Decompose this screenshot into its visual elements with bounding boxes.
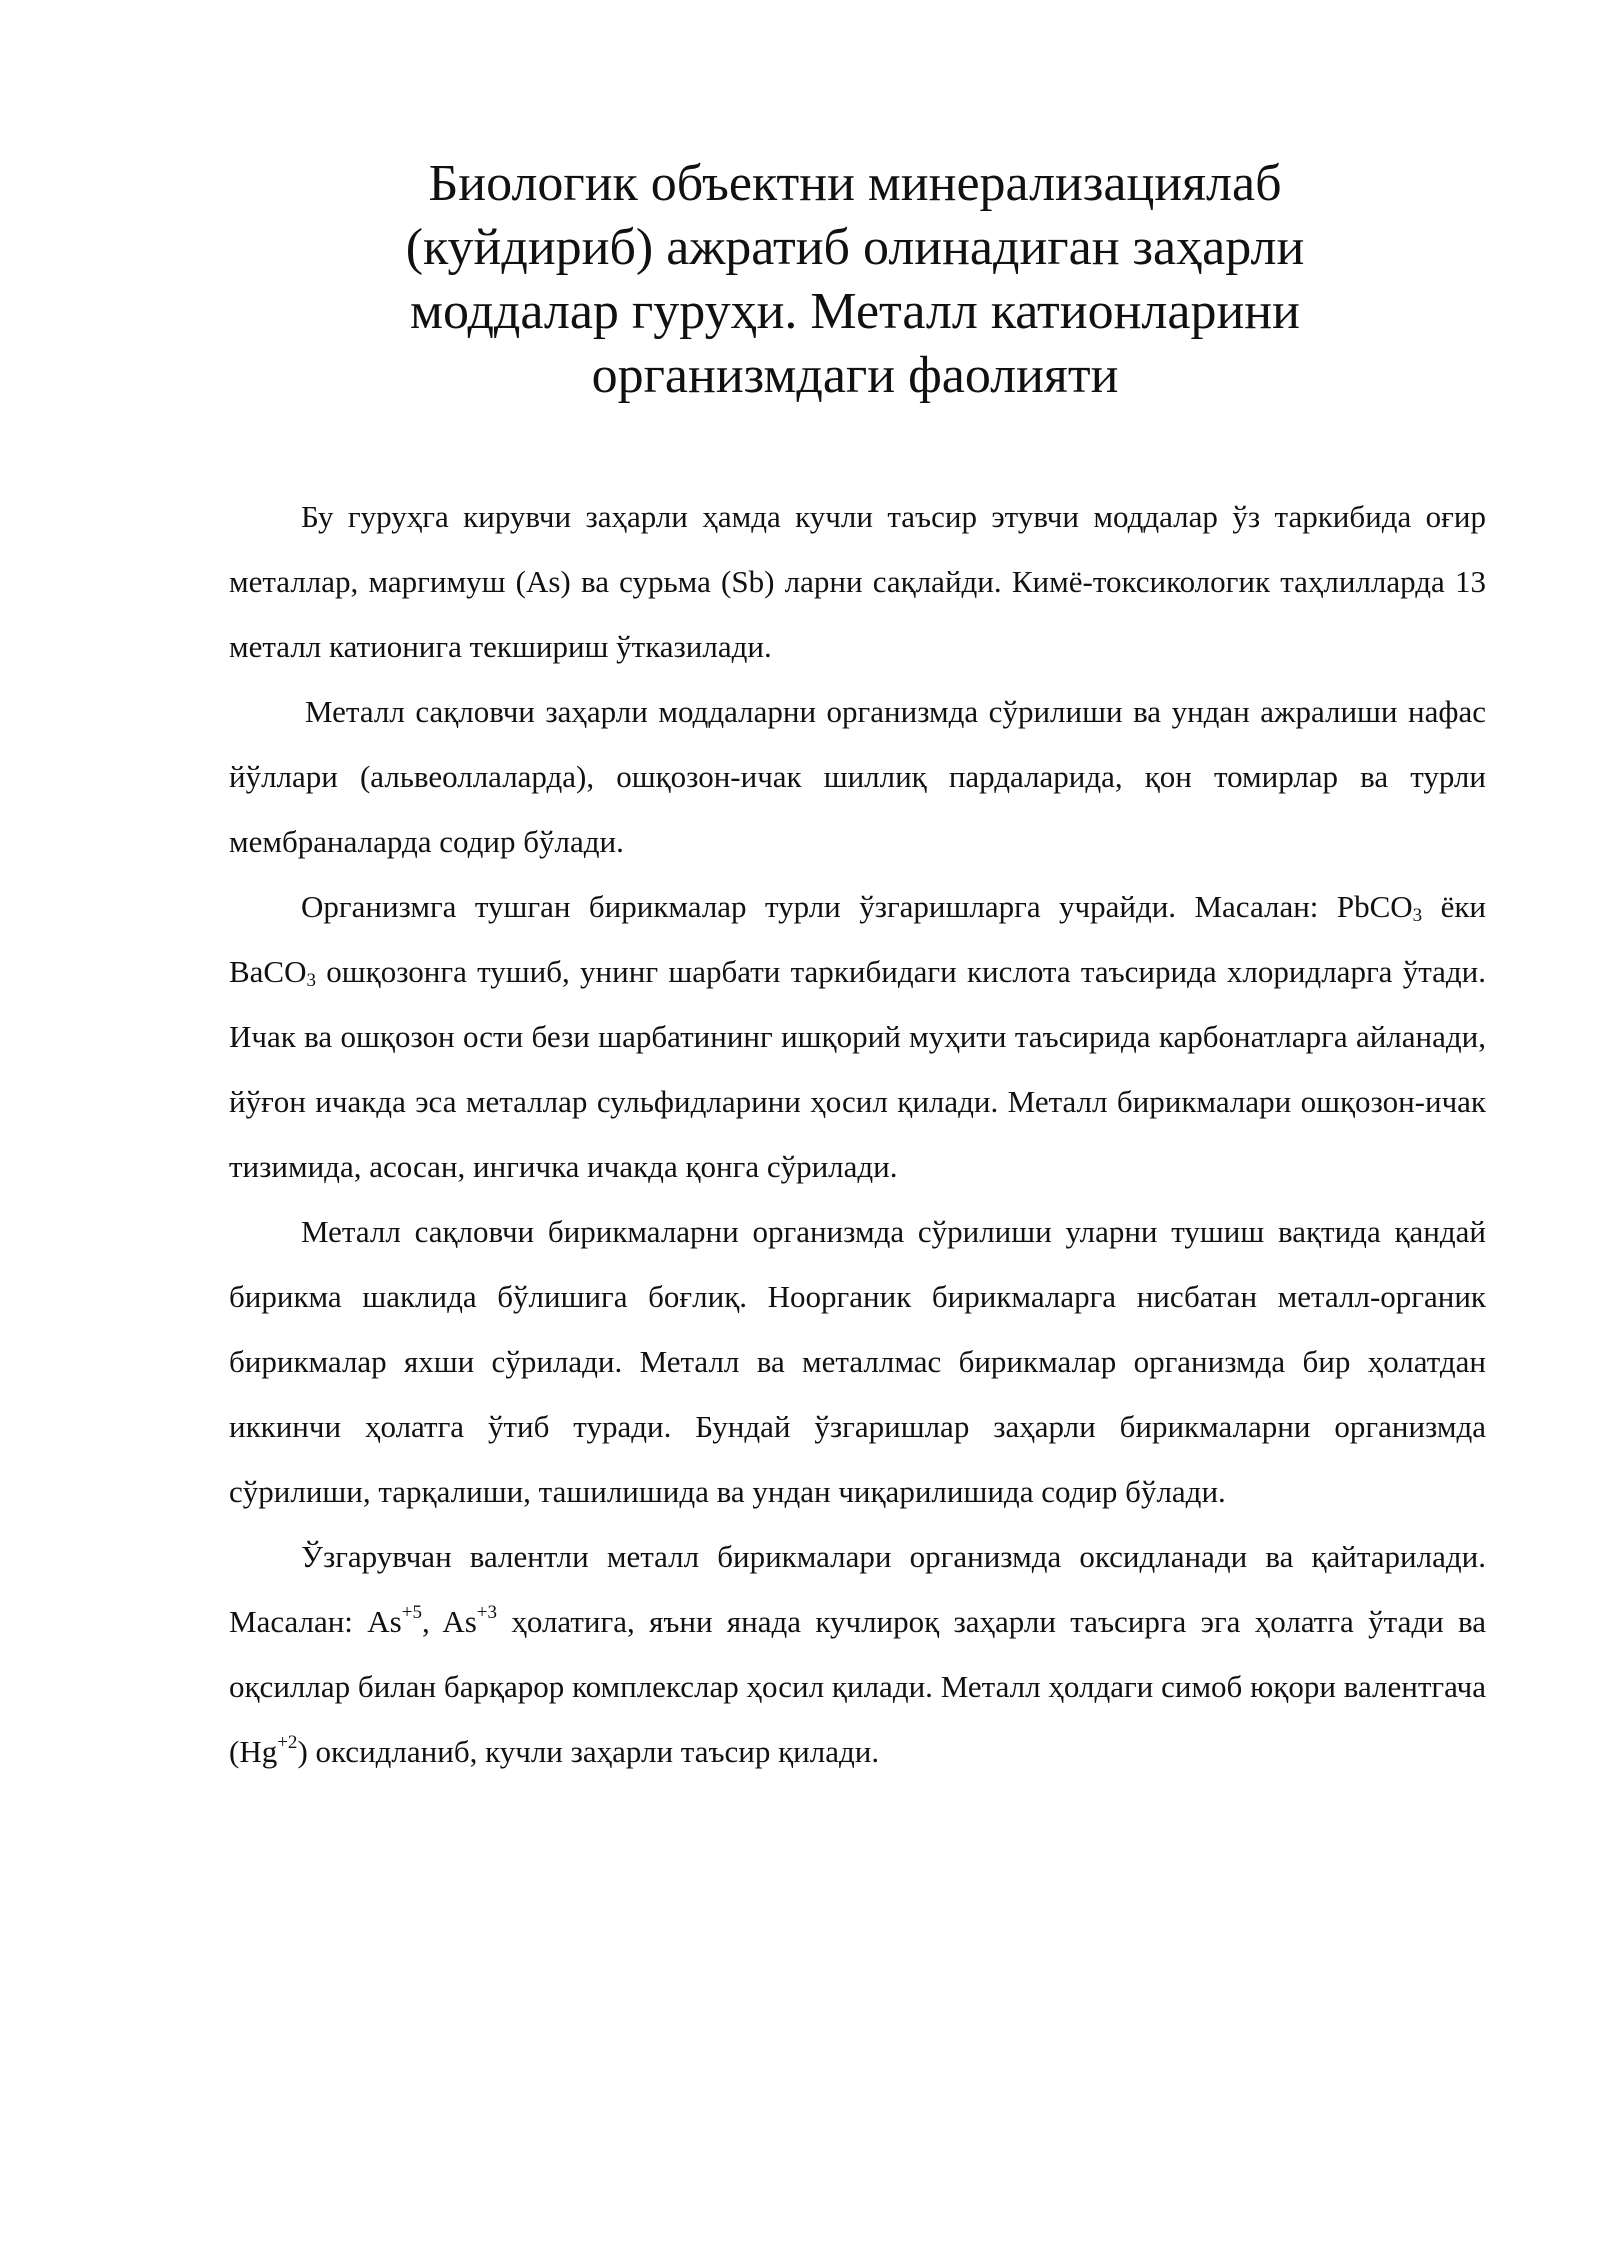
formula-text: As bbox=[442, 1604, 477, 1639]
paragraph-3-text-c: ошқозонга тушиб, унинг шарбати таркибидаги кислота таъсирида хлоридларга ўтади. Ичак ва ошқозон ости бези шарбатининг ишқорий муҳити таъсирида карбонатларга айланади, йўғон ичакда эса металлар сульфидларини ҳосил қилади. Металл бирикмалари ошқозон-ичак тизимида, асосан, ингичка ичакда қонга сўрилади. bbox=[229, 954, 1487, 1184]
paragraph-1: Бу гуруҳга кирувчи заҳарли ҳамда кучли таъсир этувчи моддалар ўз таркибида оғир металлар, маргимуш (As) ва сурьма (Sb) ларни сақлайди. Кимё-токсикологик таҳлилларда 13 металл катионига текшириш ўтказилади. bbox=[229, 499, 1486, 664]
formula-hg-plus2 bbox=[229, 1734, 308, 1769]
paragraph-5 bbox=[229, 1524, 1486, 1784]
paragraph-4: Металл сақловчи бирикмаларни организмда сўрилиши уларни тушиш вақтида қандай бирикма шаклида бўлишига боғлиқ. Ноорганик бирикмаларга нисбатан металл-органик бирикмалар яхши сўрилади. Металл ва металлмас бирикмалар организмда бир ҳолатдан иккинчи ҳолатга ўтиб туради. Бундай ўзгаришлар заҳарли бирикмаларни организмда сўрилиши, тарқалиши, ташилишида ва ундан чиқарилишида содир бўлади. bbox=[229, 1214, 1486, 1509]
paragraph-5-text-b: ҳолатига, яъни янада кучлироқ заҳарли таъсирга эга ҳолатга ўтади ва оқсиллар билан барқарор комплекслар ҳосил қилади. Металл ҳолдаги симоб юқори валентгача bbox=[229, 1604, 1487, 1704]
punctuation: , bbox=[421, 1604, 430, 1639]
title-line: организмдаги фаолияти bbox=[591, 347, 1119, 404]
title-line: (куйдириб) ажратиб олинадиган заҳарли bbox=[405, 219, 1305, 276]
formula-text: BaCO bbox=[229, 954, 307, 989]
subscript: 3 bbox=[306, 970, 316, 991]
formula-pbco3 bbox=[1337, 889, 1422, 924]
paragraph-2: Металл сақловчи заҳарли моддаларни организмда сўрилиши ва ундан ажралиши нафас йўллари (альвеоллаларда), ошқозон-ичак шиллиқ пардаларида, қон томирлар ва турли мембраналарда содир бўлади. bbox=[229, 694, 1486, 859]
formula-baco3 bbox=[229, 954, 316, 989]
superscript: +3 bbox=[476, 1602, 498, 1623]
paragraph-3-text-b: ёки bbox=[1440, 889, 1487, 924]
title-line: Биологик объектни минерализациялаб bbox=[428, 155, 1282, 212]
formula-as-plus5 bbox=[367, 1604, 422, 1639]
subscript: 3 bbox=[1412, 905, 1423, 926]
paragraph-3-text-a: Организмга тушган бирикмалар турли ўзгаришларга учрайди. Масалан: bbox=[301, 889, 1319, 924]
superscript: +2 bbox=[277, 1732, 298, 1753]
formula-text: As bbox=[367, 1604, 402, 1639]
superscript: +5 bbox=[401, 1602, 422, 1623]
paragraph-5-text-c: оксидланиб, кучли заҳарли таъсир қилади. bbox=[315, 1734, 880, 1769]
paragraph-5-text-a: Ўзгарувчан валентли металл бирикмалари организмда оксидланади ва қайтарилади. Масалан: bbox=[229, 1539, 1486, 1639]
formula-text: (Hg bbox=[229, 1734, 278, 1769]
formula-text: PbCO bbox=[1336, 889, 1413, 924]
document-title bbox=[300, 152, 1410, 408]
document-body bbox=[229, 484, 1486, 1784]
formula-as-plus3 bbox=[442, 1604, 497, 1639]
formula-text: ) bbox=[297, 1734, 308, 1769]
paragraph-3 bbox=[229, 874, 1486, 1199]
title-line: моддалар гуруҳи. Металл катионларини bbox=[410, 283, 1300, 340]
